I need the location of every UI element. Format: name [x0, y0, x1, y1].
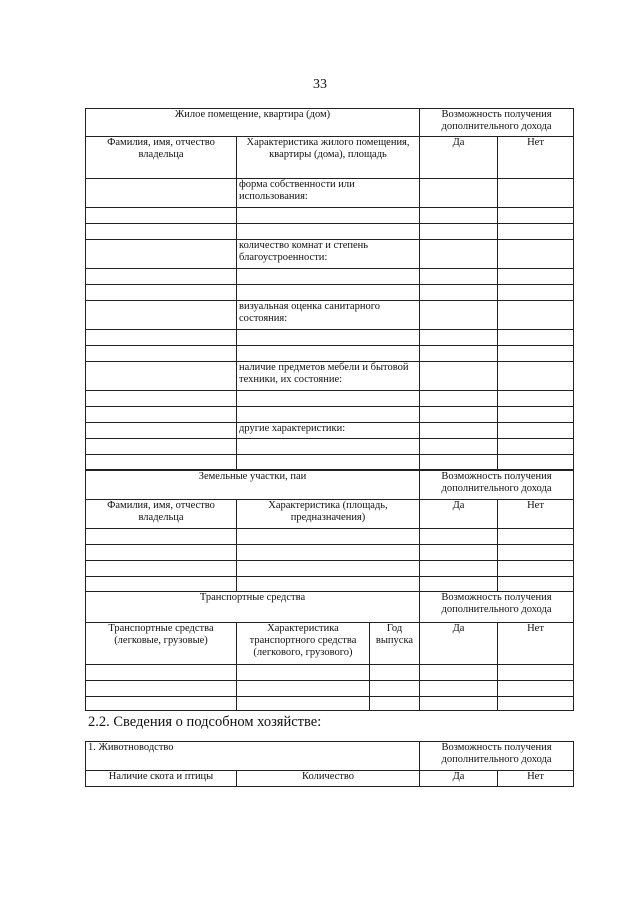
subsidiary-section-title: 2.2. Сведения о подсобном хозяйстве:: [88, 714, 322, 730]
housing-col-characteristic: Характеристика жилого помещения, квартиры (дома), площадь: [237, 137, 420, 179]
housing-row-ownership: форма собственности или использования:: [237, 179, 420, 208]
housing-income-header: Возможность получения дополнительного дохода: [420, 109, 574, 137]
housing-row-rooms: количество комнат и степень благоустроенности:: [237, 240, 420, 269]
housing-col-owner: Фамилия, имя, отчество владельца: [86, 137, 237, 179]
transport-title: Транспортные средства: [86, 592, 420, 623]
transport-col-characteristic: Характеристика транспортного средства (легкового, грузового): [237, 623, 370, 665]
land-title: Земельные участки, паи: [86, 471, 420, 500]
livestock-income-header: Возможность получения дополнительного дохода: [420, 742, 574, 771]
housing-row-furniture: наличие предметов мебели и бытовой техники, их состояние:: [237, 362, 420, 391]
transport-col-yes: Да: [420, 623, 498, 665]
land-col-owner: Фамилия, имя, отчество владельца: [86, 500, 237, 529]
land-col-characteristic: Характеристика (площадь, предназначения): [237, 500, 420, 529]
livestock-col-yes: Да: [420, 771, 498, 787]
land-col-yes: Да: [420, 500, 498, 529]
livestock-col-presence: Наличие скота и птицы: [86, 771, 237, 787]
housing-col-yes: Да: [420, 137, 498, 179]
land-table: [85, 470, 574, 592]
housing-table: [85, 108, 574, 470]
livestock-col-quantity: Количество: [237, 771, 420, 787]
transport-col-vehicles: Транспортные средства (легковые, грузовые): [86, 623, 237, 665]
housing-row-other: другие характеристики:: [237, 423, 420, 439]
livestock-table: [85, 741, 574, 787]
livestock-col-no: Нет: [498, 771, 574, 787]
transport-col-no: Нет: [498, 623, 574, 665]
housing-title: Жилое помещение, квартира (дом): [86, 109, 420, 137]
page-number: 33: [313, 77, 327, 92]
transport-table: [85, 591, 574, 711]
transport-col-year: Год выпуска: [370, 623, 420, 665]
housing-row-sanitary: визуальная оценка санитарного состояния:: [237, 301, 420, 330]
land-col-no: Нет: [498, 500, 574, 529]
livestock-title: 1. Животноводство: [86, 742, 420, 771]
housing-col-no: Нет: [498, 137, 574, 179]
land-income-header: Возможность получения дополнительного дохода: [420, 471, 574, 500]
transport-income-header: Возможность получения дополнительного дохода: [420, 592, 574, 623]
